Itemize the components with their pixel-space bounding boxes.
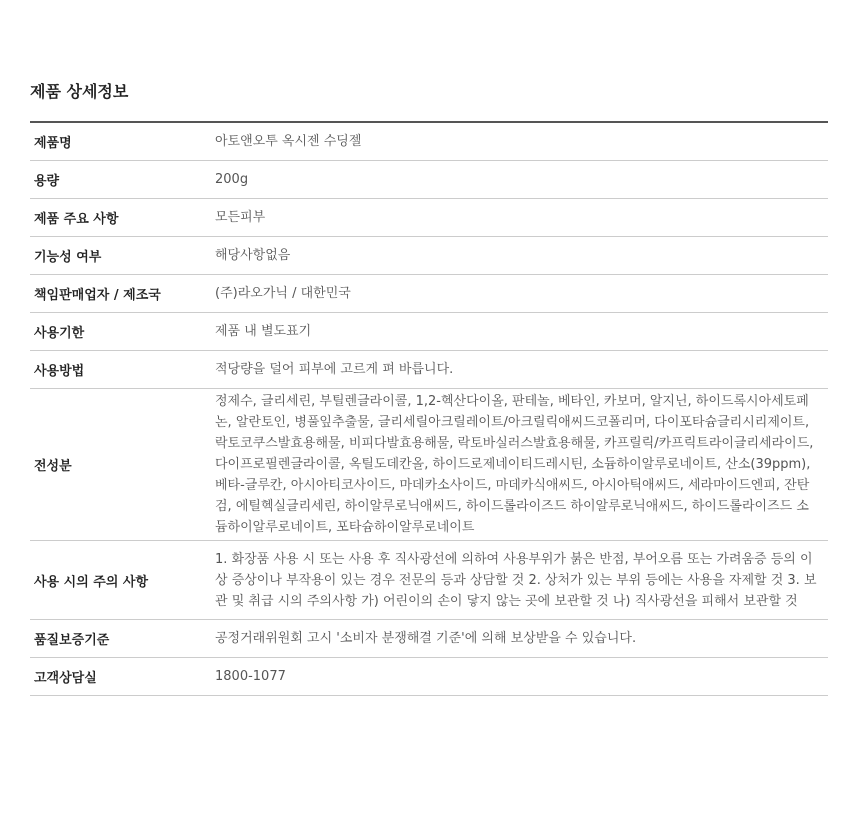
section-title: 제품 상세정보 — [30, 82, 129, 101]
table-row-quality-guarantee — [30, 620, 828, 658]
row-label: 용량 — [34, 174, 60, 189]
product-info-table — [30, 121, 828, 696]
table-row-cautions — [30, 541, 828, 620]
row-label: 품질보증기준 — [34, 633, 110, 648]
row-label: 사용기한 — [34, 326, 85, 341]
row-label: 고객상담실 — [34, 671, 97, 686]
row-value: 해당사항없음 — [215, 248, 291, 263]
row-label: 책임판매업자 / 제조국 — [34, 288, 161, 303]
table-row-seller-country — [30, 275, 828, 313]
row-value: 모든피부 — [215, 210, 266, 225]
row-label: 전성분 — [34, 459, 72, 474]
table-row-product-name — [30, 123, 828, 161]
row-label: 제품명 — [34, 136, 72, 151]
row-value: 공정거래위원회 고시 '소비자 분쟁해결 기준'에 의해 보상받을 수 있습니다. — [215, 631, 637, 646]
row-value: 제품 내 별도표기 — [215, 324, 312, 339]
table-row-main-features — [30, 199, 828, 237]
row-value: 아토앤오투 옥시젠 수딩젤 — [215, 134, 362, 149]
table-row-functional — [30, 237, 828, 275]
row-value: 200g — [215, 172, 249, 187]
row-label: 사용방법 — [34, 364, 85, 379]
table-row-expiry — [30, 313, 828, 351]
row-value: (주)라오가닉 / 대한민국 — [215, 286, 351, 301]
row-value: 1800-1077 — [215, 669, 286, 684]
table-row-customer-service — [30, 658, 828, 696]
row-label: 사용 시의 주의 사항 — [34, 574, 149, 590]
table-row-volume — [30, 161, 828, 199]
row-value: 적당량을 덜어 피부에 고르게 펴 바릅니다. — [215, 362, 454, 377]
table-row-usage — [30, 351, 828, 389]
row-label: 기능성 여부 — [34, 250, 102, 265]
row-label: 제품 주요 사항 — [34, 212, 119, 227]
row-value: 1. 화장품 사용 시 또는 사용 후 직사광선에 의하여 사용부위가 붉은 반점, 부어오름 또는 가려움증 등의 이상 증상이나 부작용이 있는 경우 전문의 등과 상담할 것 2. 상처가 있는 부위 등에는 사용을 자제할 것 3. 보관 및 취급 시의 주의사항 가) 어린이의 손이 닿지 않는 곳에 보관할 것 나) 직사광선을 피해서 보관할 것 — [215, 551, 817, 609]
table-row-ingredients — [30, 389, 828, 541]
row-value: 정제수, 글리세린, 부틸렌글라이콜, 1,2-헥산다이올, 판테놀, 베타인, 카보머, 알지닌, 하이드록시아세토페논, 알란토인, 병풀잎추출물, 글리세릴아크릴레이트/아크릴릭애씨드코폴리머, 다이포타슘글리시리제이트, 락토코쿠스발효용해물, 비피다발효용해물, 락토바실러스발효용해물, 카프릴릭/카프릭트라이글리세라이드, 다이프로필렌글라이콜, 옥틸도데칸올, 하이드로제네이티드레시틴, 소듐하이알루로네이트, 산소(39ppm), 베타-글루칸, 아시아티코사이드, 마데카소사이드, 마데카식애씨드, 아시아틱애씨드, 세라마이드엔피, 잔탄검, 에틸헥실글리세린, 하이알루로닉애씨드, 하이드롤라이즈드 하이알루로닉애씨드, 하이드롤라이즈드 소듐하이알루로네이트, 포타슘하이알루로네이트 — [215, 394, 814, 535]
